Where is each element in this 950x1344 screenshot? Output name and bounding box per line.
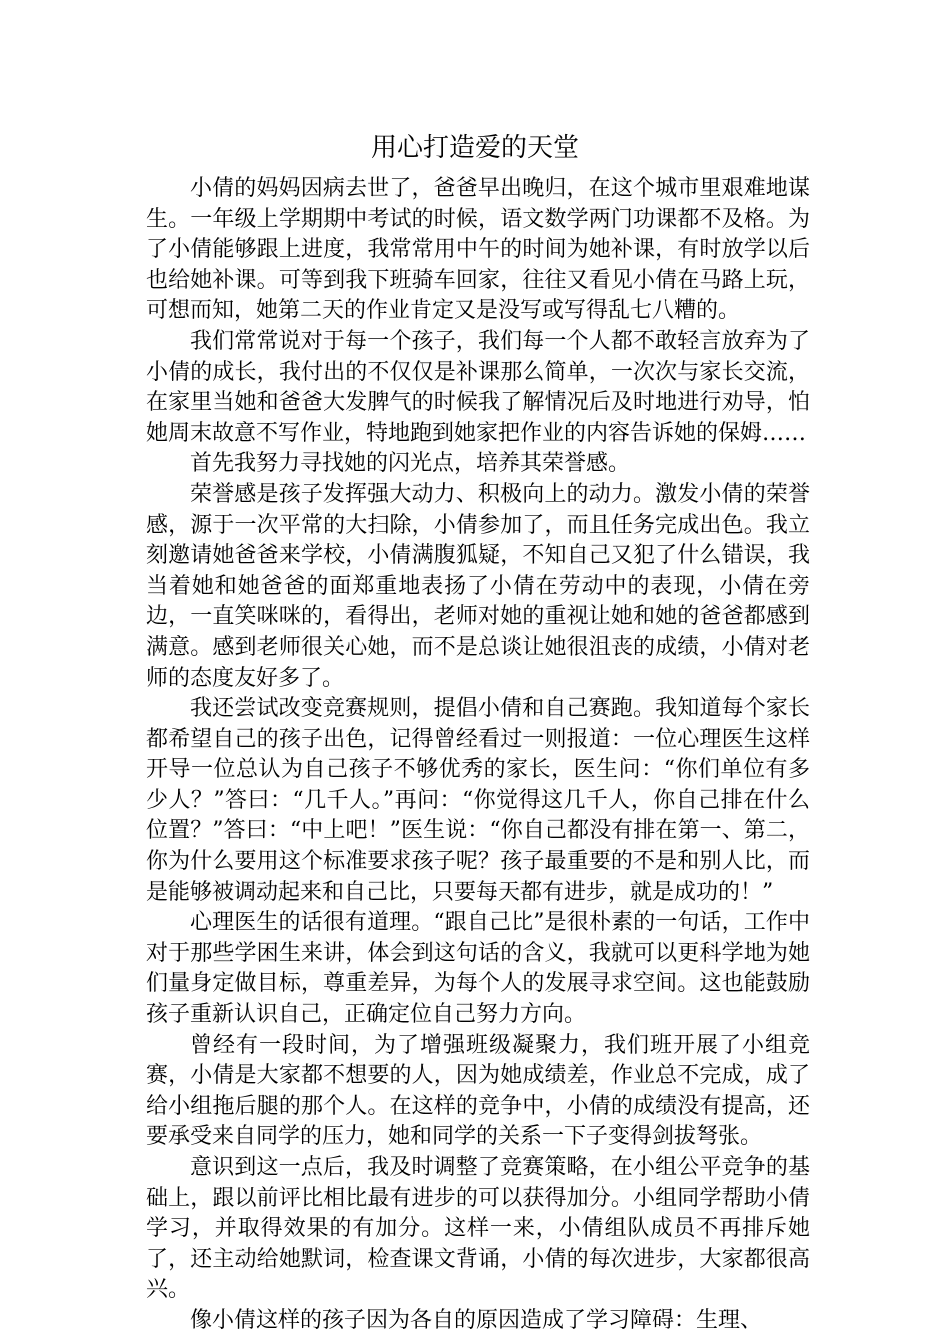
paragraph-2: 我们常常说对于每一个孩子，我们每一个人都不敢轻言放弃为了小倩的成长，我付出的不仅仅是补课那么简单，一次次与家长交流，在家里当她和爸爸大发脾气的时候我了解情况后及时地进行劝导，怕她周末故意不写作业，特地跑到她家把作业的内容告诉她的保姆…… xyxy=(146,328,810,446)
paragraph-8: 意识到这一点后，我及时调整了竞赛策略，在小组公平竞争的基础上，跟以前评比相比最有进步的可以获得加分。小组同学帮助小倩学习，并取得效果的有加分。这样一来，小倩组队成员不再排斥她了，还主动给她默词，检查课文背诵，小倩的每次进步，大家都很高兴。 xyxy=(146,1155,810,1303)
paragraph-3: 首先我努力寻找她的闪光点，培养其荣誉感。 xyxy=(190,451,631,477)
paragraph-4: 荣誉感是孩子发挥强大动力、积极向上的动力。激发小倩的荣誉感，源于一次平常的大扫除，小倩参加了，而且任务完成出色。我立刻邀请她爸爸来学校，小倩满腹狐疑，不知自己又犯了什么错误，我当着她和她爸爸的面郑重地表扬了小倩在劳动中的表现，小倩在旁边，一直笑咪咪的，看得出，老师对她的重视让她和她的爸爸都感到满意。感到老师很关心她，而不是总谈让她很沮丧的成绩，小倩对老师的态度友好多了。 xyxy=(146,481,810,691)
paragraph-1: 小倩的妈妈因病去世了，爸爸早出晚归，在这个城市里艰难地谋生。一年级上学期期中考试的时候，语文数学两门功课都不及格。为了小倩能够跟上进度，我常常用中午的时间为她补课，有时放学以后也给她补课。可等到我下班骑车回家，往往又看见小倩在马路上玩，可想而知，她第二天的作业肯定又是没写或写得乱七八糟的。 xyxy=(146,176,810,324)
paragraph-6: 心理医生的话很有道理。“跟自己比”是很朴素的一句话，工作中对于那些学困生来讲，体会到这句话的含义，我就可以更科学地为她们量身定做目标，尊重差异，为每个人的发展寻求空间。这也能鼓励孩子重新认识自己，正确定位自己努力方向。 xyxy=(146,910,810,1028)
paragraph-7: 曾经有一段时间，为了增强班级凝聚力，我们班开展了小组竞赛，小倩是大家都不想要的人，因为她成绩差，作业总不完成，成了给小组拖后腿的那个人。在这样的竞争中，小倩的成绩没有提高，还要承受来自同学的压力，她和同学的关系一下子变得剑拔弩张。 xyxy=(146,1032,810,1150)
paragraph-9: 像小倩这样的孩子因为各自的原因造成了学习障碍：生理、 xyxy=(190,1307,763,1333)
document-title: 用心打造爱的天堂 xyxy=(370,133,579,163)
paragraph-5: 我还尝试改变竞赛规则，提倡小倩和自己赛跑。我知道每个家长都希望自己的孩子出色，记得曾经看过一则报道：一位心理医生这样开导一位总认为自己孩子不够优秀的家长，医生问：“你们单位有多少人？”答曰：“几千人。”再问：“你觉得这几千人，你自己排在什么位置？”答曰：“中上吧！”医生说：“你自己都没有排在第一、第二，你为什么要用这个标准要求孩子呢？孩子最重要的不是和别人比，而是能够被调动起来和自己比，只要每天都有进步，就是成功的！” xyxy=(146,696,810,905)
document-body xyxy=(146,174,810,1337)
